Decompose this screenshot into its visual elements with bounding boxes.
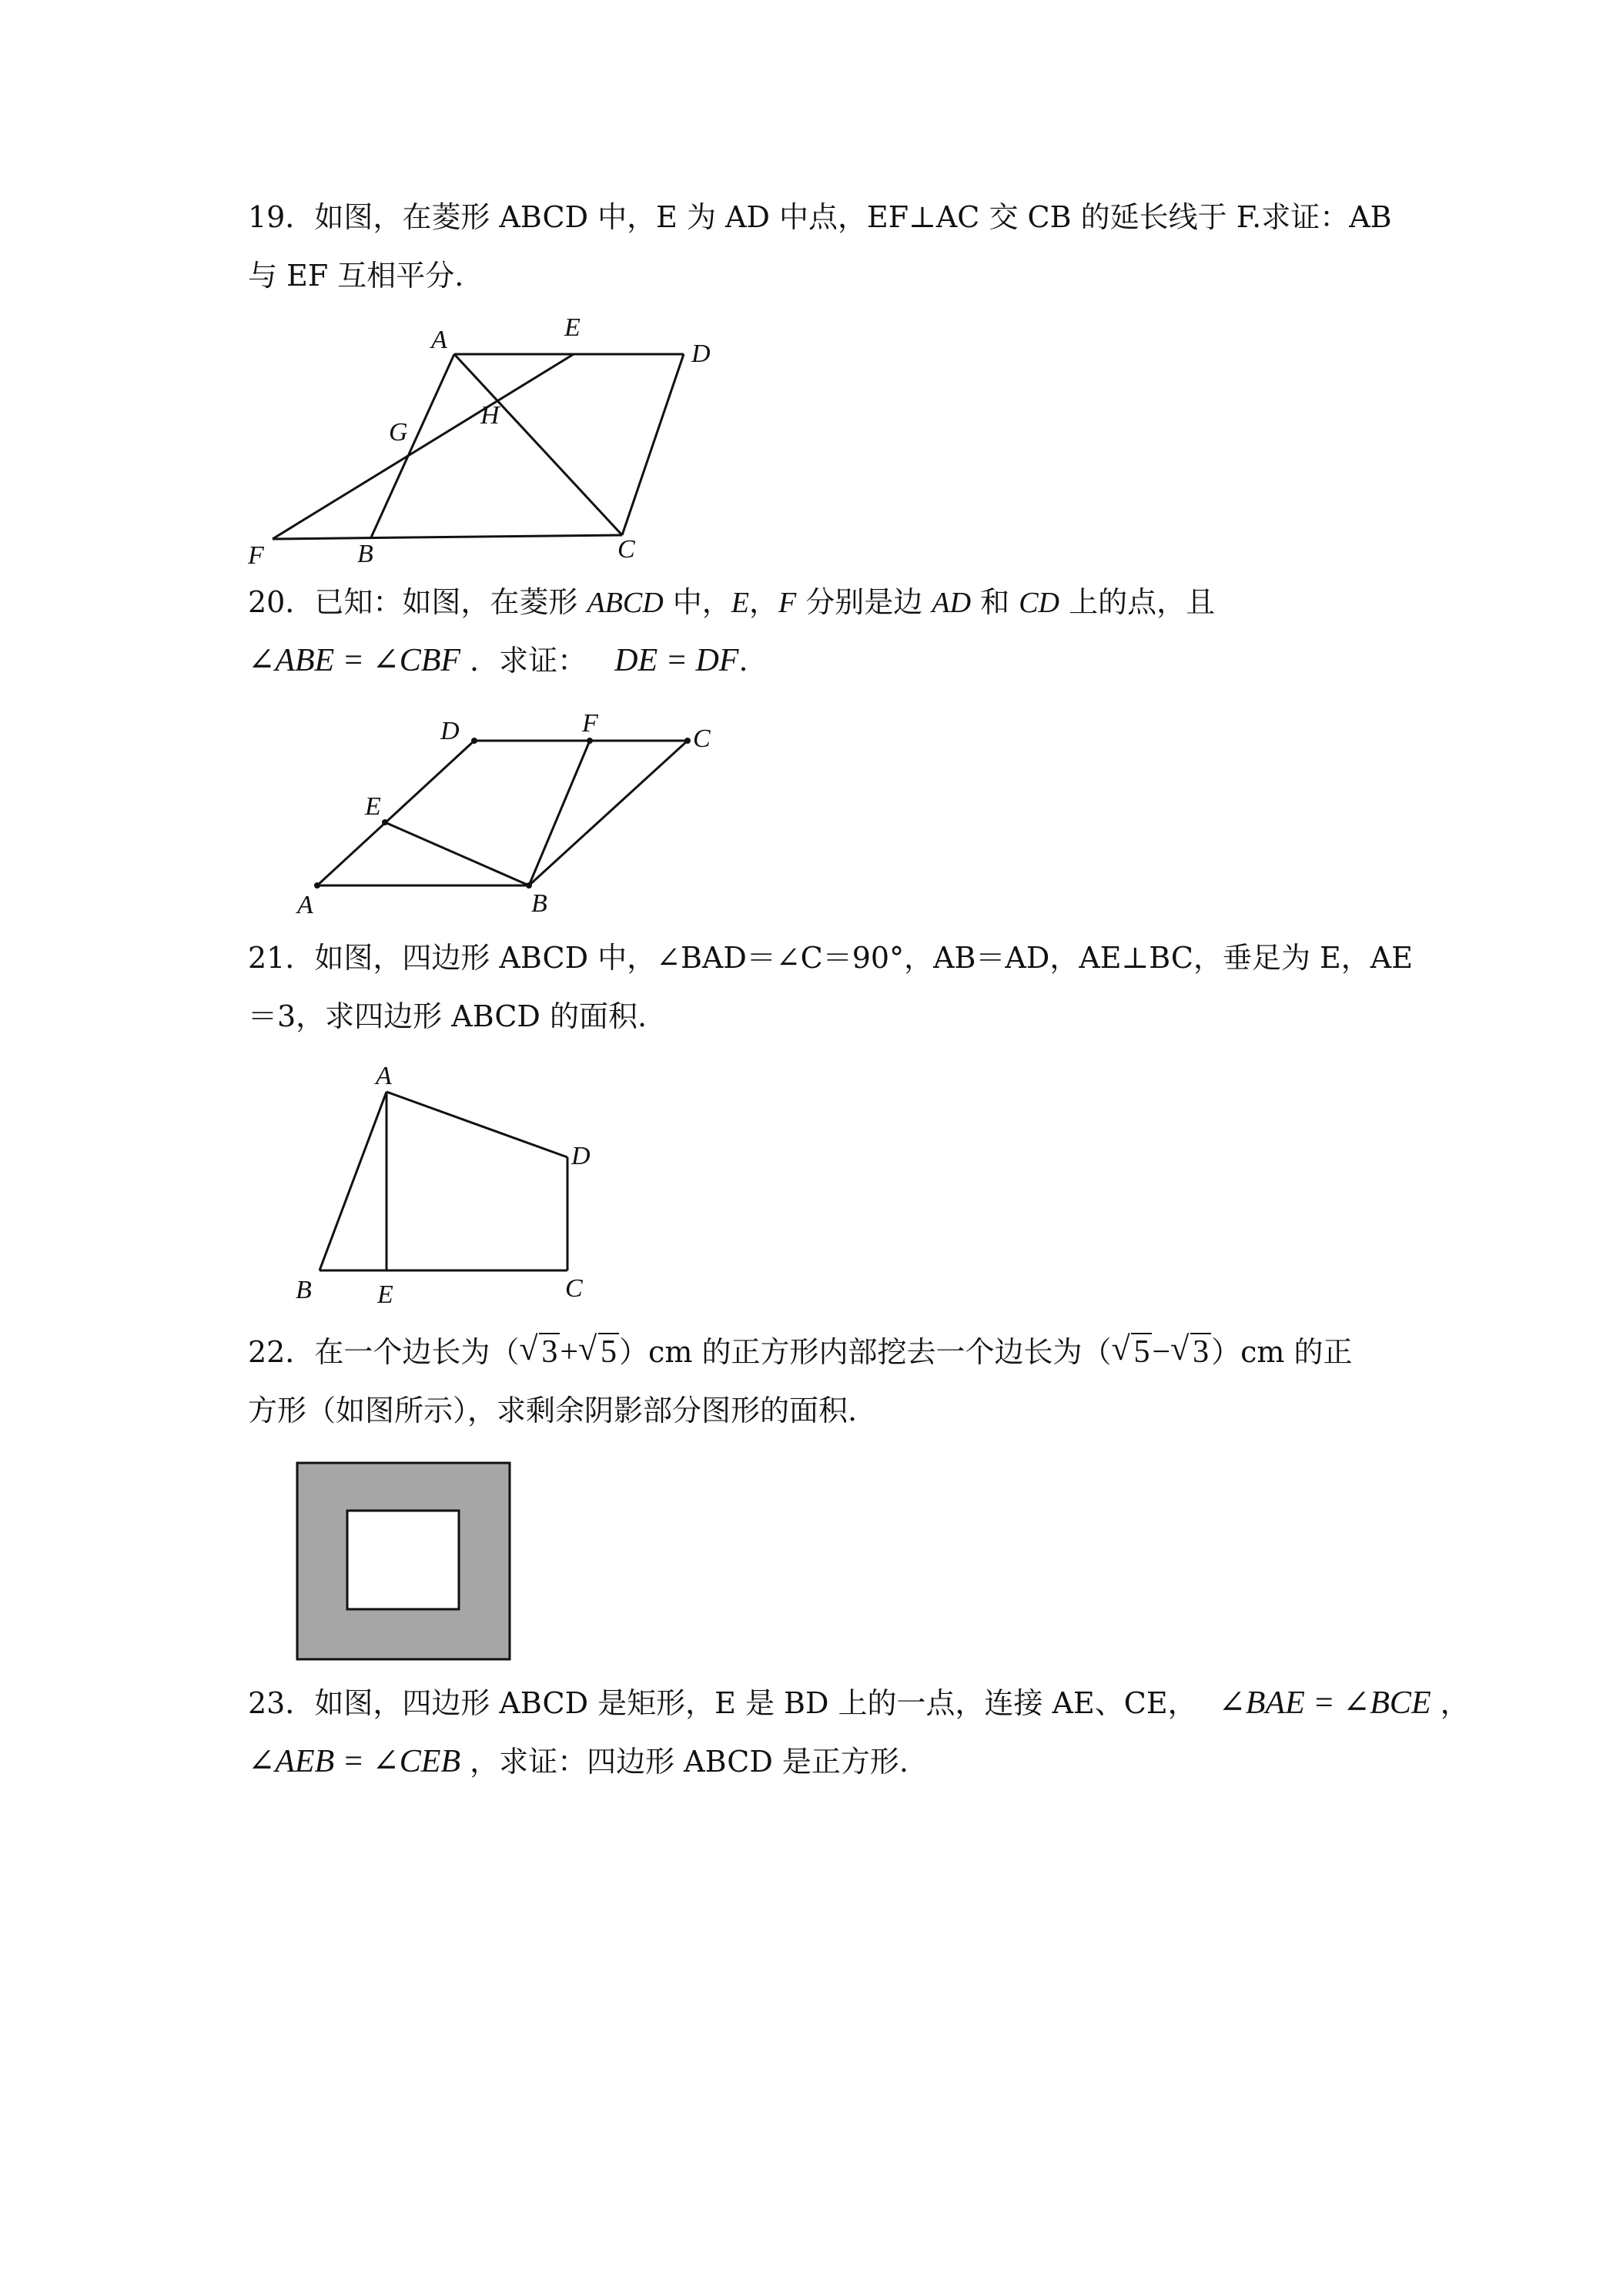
q20-label-a: A bbox=[297, 891, 313, 919]
q21-label-a: A bbox=[376, 1062, 392, 1090]
q23-text-line-1 bbox=[248, 1685, 1470, 1722]
q22-text-line-2: 方形（如图所示），求剩余阴影部分图形的面积. bbox=[248, 1394, 858, 1427]
q22-inner-cutout-square bbox=[347, 1511, 459, 1609]
q21-label-e: E bbox=[377, 1280, 393, 1309]
q22-sqrt3-value: 3 bbox=[539, 1333, 560, 1370]
q19-text-line-1: 19．如图，在菱形 ABCD 中，E 为 AD 中点，EF⊥AC 交 CB 的延长线于 F.求证：AB bbox=[248, 200, 1392, 234]
q22-sqrt3b-value: 3 bbox=[1190, 1333, 1211, 1370]
q23-line1-pre: 23．如图，四边形 ABCD 是矩形，E 是 BD 上的一点，连接 AE、CE， bbox=[248, 1686, 1197, 1720]
q21-text-line-1: 21．如图，四边形 ABCD 中，∠BAD＝∠C＝90°，AB＝AD，AE⊥BC，垂足为 E，AE bbox=[248, 941, 1413, 975]
q20-label-f: F bbox=[582, 709, 598, 738]
q20-line1-post: 上的点，且 bbox=[1059, 585, 1216, 619]
q19-label-c: C bbox=[617, 535, 635, 564]
q19-label-d: D bbox=[691, 340, 711, 368]
q23-angle-equation-2: ∠AEB = ∠CEB bbox=[248, 1744, 461, 1779]
q20-line1-f: F bbox=[778, 587, 797, 619]
q19-label-h: H bbox=[480, 401, 500, 430]
q20-line1-and: 和 bbox=[971, 585, 1019, 619]
q20-line1-mid2: 分别是边 bbox=[796, 585, 932, 619]
q23-angle-equation-1: ∠BAE = ∠BCE bbox=[1218, 1685, 1431, 1721]
q19-label-a: A bbox=[431, 326, 447, 354]
q20-label-e: E bbox=[365, 792, 381, 821]
q20-label-c: C bbox=[693, 725, 711, 753]
q22-line1-pre: 22．在一个边长为（ bbox=[248, 1335, 520, 1369]
q22-sqrt5b-value: 5 bbox=[1131, 1333, 1152, 1370]
q20-label-d: D bbox=[440, 717, 460, 745]
q22-minus-sign: − bbox=[1152, 1334, 1171, 1370]
q19-label-e: E bbox=[564, 313, 581, 342]
q19-label-f: F bbox=[248, 541, 264, 570]
q21-label-c: C bbox=[565, 1274, 583, 1303]
q19-label-g: G bbox=[389, 418, 408, 447]
q20-line1-e: E bbox=[731, 587, 749, 619]
q22-sqrt5-value: 5 bbox=[598, 1333, 619, 1370]
q19-text-line-2: 与 EF 互相平分. bbox=[248, 259, 464, 293]
q23-line2-post: ，求证：四边形 ABCD 是正方形. bbox=[460, 1745, 909, 1779]
q20-label-b: B bbox=[531, 889, 547, 918]
q22-line1-post: ）cm 的正 bbox=[1211, 1335, 1353, 1369]
q22-line1-mid: ）cm 的正方形内部挖去一个边长为（ bbox=[619, 1335, 1112, 1369]
q20-line1-abcd: ABCD bbox=[587, 587, 664, 619]
q20-angle-equation: ∠ABE = ∠CBF bbox=[248, 643, 461, 678]
q20-line2-mid: ．求证： bbox=[460, 644, 587, 678]
q23-text-line-2 bbox=[248, 1743, 909, 1780]
q22-plus-sign: + bbox=[560, 1334, 579, 1370]
q21-label-b: B bbox=[296, 1276, 312, 1304]
q20-line1-comma: ， bbox=[748, 585, 778, 619]
q20-line1-mid1: 中， bbox=[663, 585, 731, 619]
q20-line2-end: . bbox=[738, 644, 748, 678]
q20-line1-ad: AD bbox=[932, 587, 972, 619]
q21-text-line-2: ＝3，求四边形 ABCD 的面积. bbox=[248, 999, 648, 1033]
q20-line1-pre: 20．已知：如图，在菱形 bbox=[248, 585, 587, 619]
q21-label-d: D bbox=[571, 1142, 591, 1170]
q20-result-equation: DE = DF bbox=[614, 643, 739, 678]
q23-line1-post: ， bbox=[1431, 1686, 1470, 1720]
q20-line1-cd: CD bbox=[1019, 587, 1059, 619]
q19-label-b: B bbox=[357, 540, 373, 568]
